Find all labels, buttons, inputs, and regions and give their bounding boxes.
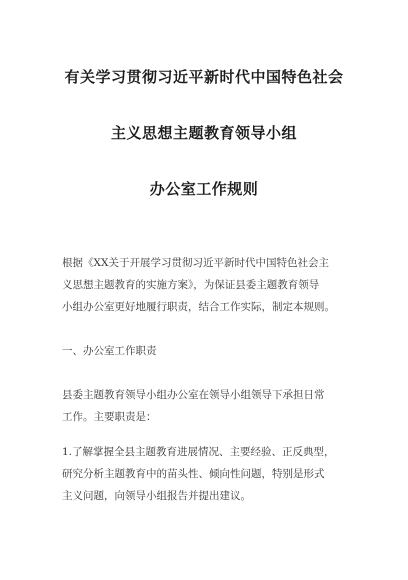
paragraph-line: 根据《XX关于开展学习贯彻习近平新时代中国特色社会主 [62,257,329,269]
paragraph-line: 1.了解掌握全县主题教育进展情况、主要经验、正反典型， [62,446,335,458]
duty-item-1 [62,441,352,507]
section-heading [62,340,352,362]
paragraph-line: 研究分析主题教育中的苗头性、倾向性问题，特别是形式 [62,468,325,480]
duties-intro-paragraph [62,384,352,428]
paragraph-line: 主义问题，向领导小组报告并提出建议。 [62,490,251,502]
document-title-line-1: 有关学习贯彻习近平新时代中国特色社会 [64,68,344,86]
intro-paragraph [62,252,352,318]
paragraph-line: 义思想主题教育的实施方案》，为保证县委主题教育领导 [62,279,320,291]
document-title-line-3: 办公室工作规则 [149,180,259,198]
paragraph-line: 小组办公室更好地履行职责，结合工作实际，制定本规则。 [62,301,335,313]
document-title-line-2: 主义思想主题教育领导小组 [110,124,297,142]
paragraph-line: 县委主题教育领导小组办公室在领导小组领导下承担日常 [62,389,325,401]
section-heading-text: 一、办公室工作职责 [62,345,157,357]
paragraph-line: 工作。主要职责是： [62,411,157,423]
